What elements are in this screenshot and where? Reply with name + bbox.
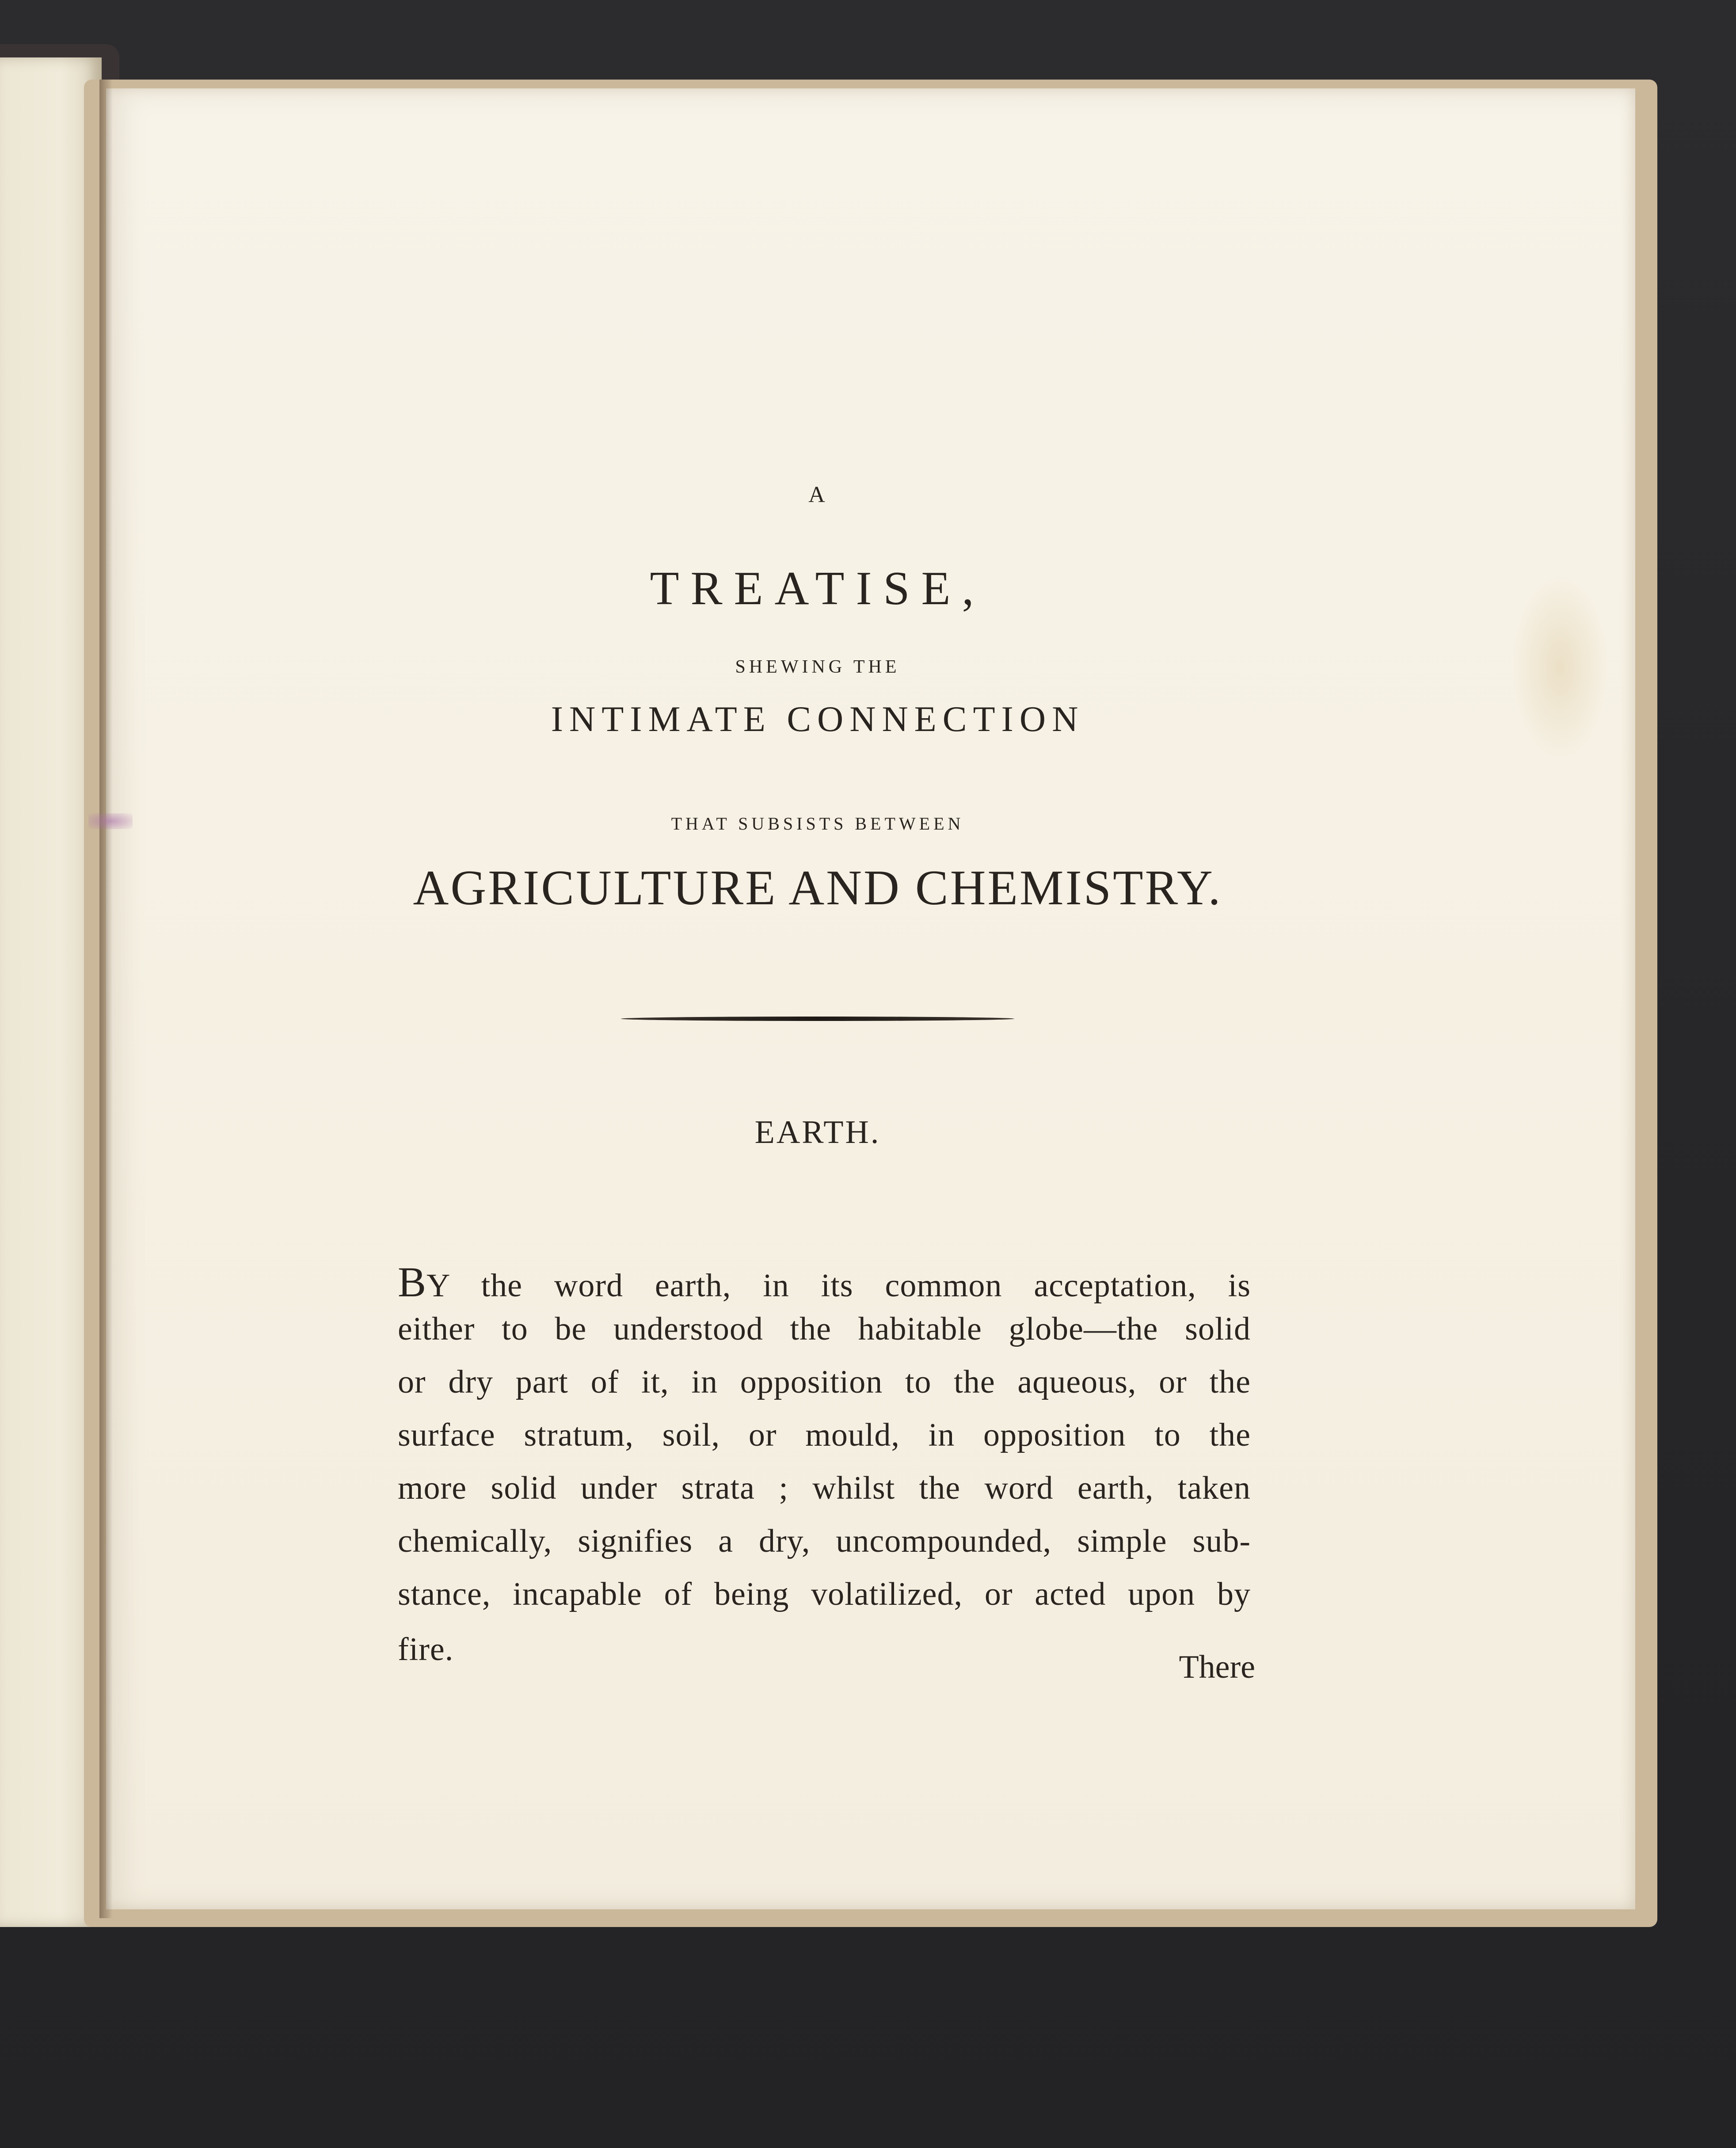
paragraph-line: stance, incapable of being volatilized, or acted upon by <box>398 1576 1251 1612</box>
paragraph-line <box>398 1257 1251 1306</box>
title-rule <box>621 1017 1014 1021</box>
drop-cap: B <box>398 1258 427 1306</box>
paragraph-line: or dry part of it, in opposition to the aqueous, or the <box>398 1364 1251 1400</box>
title-subject: AGRICULTURE AND CHEMISTRY. <box>413 861 1222 915</box>
paragraph-line: fire. <box>398 1631 454 1668</box>
catchword: There <box>1179 1649 1255 1685</box>
paragraph-line: chemically, signifies a dry, uncompounded, simple sub- <box>398 1523 1251 1559</box>
section-heading: EARTH. <box>754 1114 881 1150</box>
title-subsists: THAT SUBSISTS BETWEEN <box>671 814 964 834</box>
paragraph-line: surface stratum, soil, or mould, in opposition to the <box>398 1417 1251 1453</box>
paragraph-line: either to be understood the habitable globe—the solid <box>398 1311 1251 1347</box>
title-treatise: TREATISE, <box>650 562 986 615</box>
paragraph-line: more solid under strata ; whilst the word earth, taken <box>398 1470 1251 1506</box>
paragraph-line-text: Y the word earth, in its common acceptation, is <box>426 1268 1251 1304</box>
title-shewing: SHEWING THE <box>735 657 900 677</box>
title-intimate-connection: INTIMATE CONNECTION <box>551 699 1085 739</box>
title-article: A <box>808 482 827 507</box>
